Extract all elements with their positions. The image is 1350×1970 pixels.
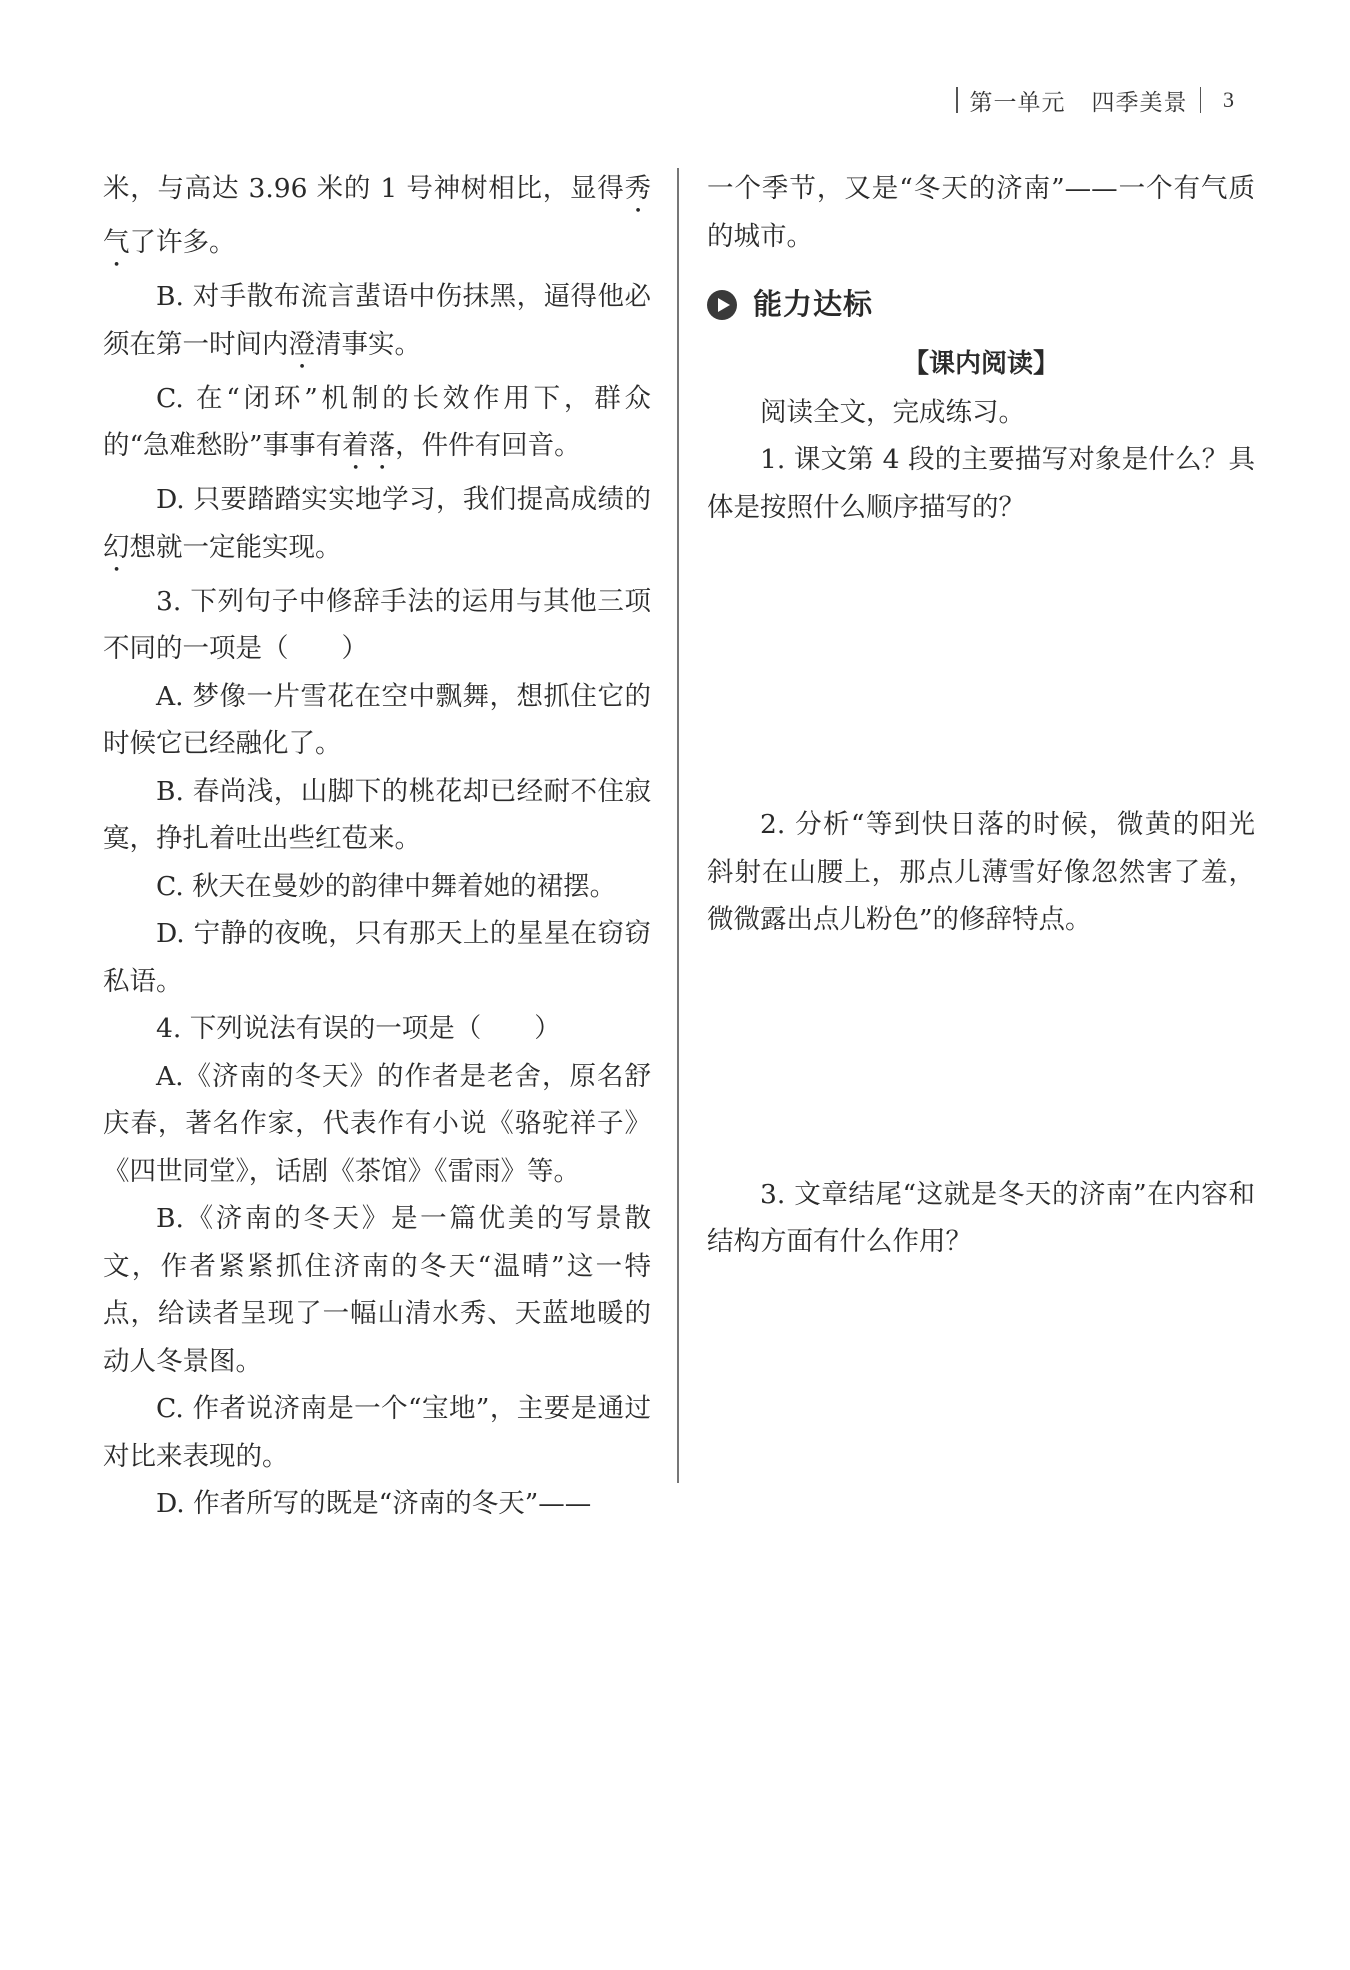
question-3-option-a: A. 梦像一片雪花在空中飘舞，想抓住它的时候它已经融化了。 [103, 680, 651, 759]
question-4: 4. 下列说法有误的一项是（ ） [156, 1013, 561, 1044]
question-3-option-c: C. 秋天在曼妙的韵律中舞着她的裙摆。 [156, 870, 617, 902]
header-unit: 第一单元 [969, 89, 1066, 116]
option-d-continued: 一个季节，又是“冬天的济南”——一个有气质的城市。 [707, 173, 1255, 252]
question-4-option-a: A.《济南的冬天》的作者是老舍，原名舒庆春，著名作家，代表作有小说《骆驼祥子》《四世同堂》，话剧《茶馆》《雷雨》等。 [103, 1060, 651, 1187]
option-c: C. 在“闭环”机制的长效作用下，群众的“急难愁盼”事事有着落，件件有回音。 [103, 382, 651, 461]
subsection-title: 【课内阅读】 [902, 349, 1059, 379]
section-title: 能力达标 [753, 287, 874, 322]
left-column [103, 165, 651, 1528]
running-header [944, 82, 1234, 118]
question-3-option-b: B. 春尚浅，山脚下的桃花却已经耐不住寂寞，挣扎着吐出些红苞来。 [103, 775, 651, 854]
question-3: 3. 下列句子中修辞手法的运用与其他三项不同的一项是（ ） [103, 585, 651, 664]
instruction: 阅读全文，完成练习。 [760, 396, 1025, 428]
question-3-option-d: D. 宁静的夜晚，只有那天上的星星在窃窃私语。 [103, 918, 651, 997]
reading-question-2: 2. 分析“等到快日落的时候，微黄的阳光斜射在山腰上，那点儿薄雪好像忽然害了羞，微微露出点儿粉色”的修辞特点。 [707, 809, 1255, 935]
header-divider [1200, 87, 1202, 113]
section-header [707, 279, 1255, 331]
reading-question-3: 3. 文章结尾“这就是冬天的济南”在内容和结构方面有什么作用？ [707, 1178, 1255, 1257]
column-divider [677, 168, 679, 1483]
page-number: 3 [1223, 87, 1234, 112]
question-4-option-d: D. 作者所写的既是“济南的冬天”—— [156, 1488, 592, 1519]
play-icon [707, 290, 737, 320]
header-divider [956, 87, 958, 113]
header-theme: 四季美景 [1091, 89, 1188, 116]
question-4-option-b: B.《济南的冬天》是一篇优美的写景散文，作者紧紧抓住济南的冬天“温晴”这一特点，给读者呈现了一幅山清水秀、天蓝地暖的动人冬景图。 [103, 1203, 651, 1377]
option-b: B. 对手散布流言蜚语中伤抹黑，逼得他必须在第一时间内澄清事实。 [103, 281, 651, 360]
paragraph-continued: 米，与高达 3.96 米的 1 号神树相比，显得秀气了许多。 [103, 173, 651, 258]
right-column [707, 165, 1255, 1266]
question-4-option-c: C. 作者说济南是一个“宝地”，主要是通过对比来表现的。 [103, 1393, 651, 1472]
reading-question-1: 1. 课文第 4 段的主要描写对象是什么？具体是按照什么顺序描写的？ [707, 444, 1255, 523]
option-d: D. 只要踏踏实实地学习，我们提高成绩的幻想就一定能实现。 [103, 484, 651, 563]
